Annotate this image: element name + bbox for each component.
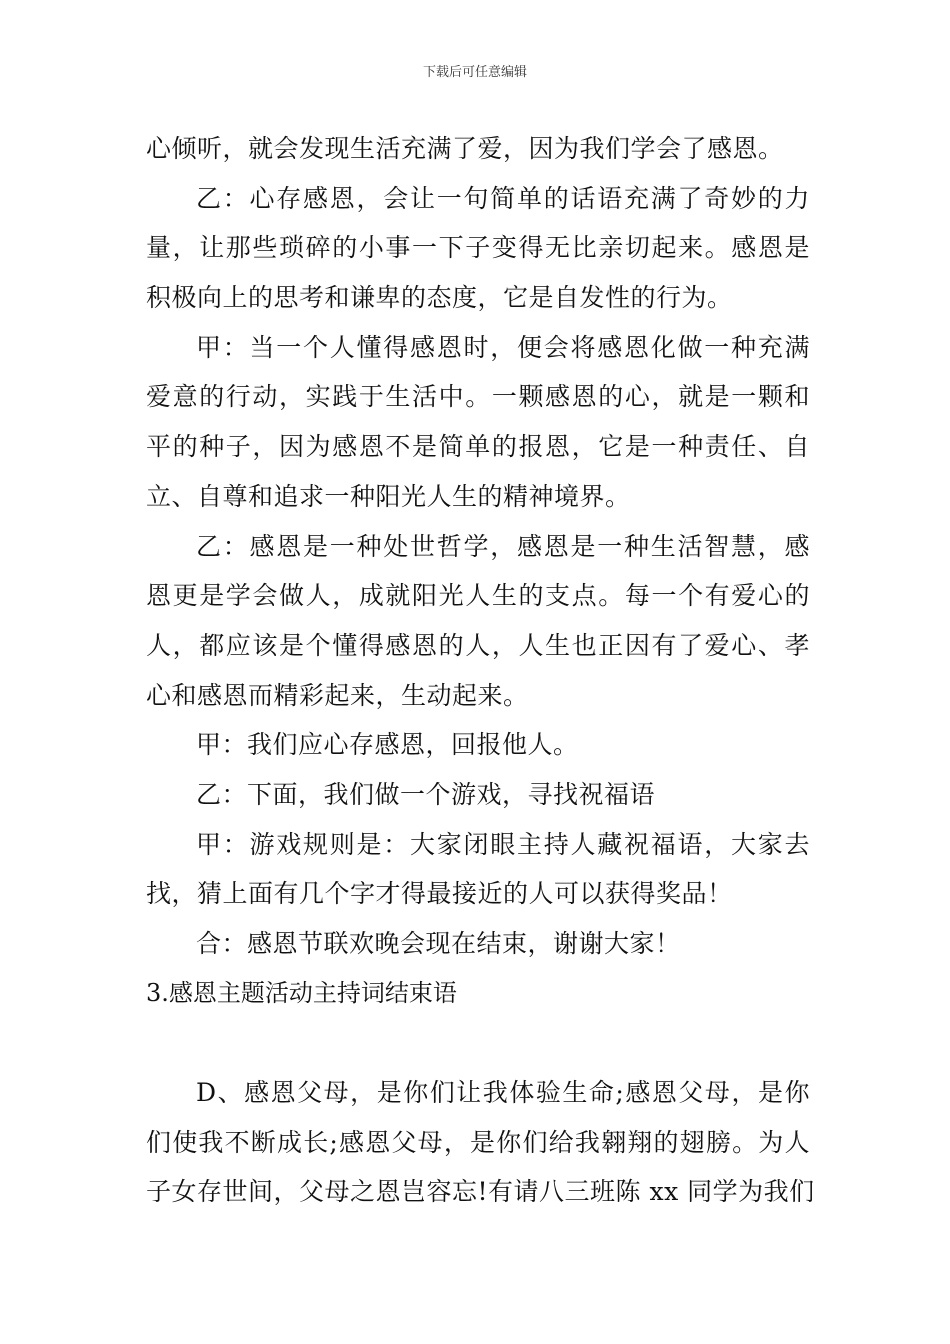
paragraph-line: 立、自尊和追求一种阳光人生的精神境界。	[146, 481, 631, 511]
paragraph-line: 甲：当一个人懂得感恩时，便会将感恩化做一种充满	[196, 332, 810, 362]
paragraph-line: 人，都应该是个懂得感恩的人，人生也正因有了爱心、孝	[146, 630, 810, 660]
paragraph-line: 乙：心存感恩，会让一句简单的话语充满了奇妙的力	[196, 183, 810, 213]
paragraph-line: 合：感恩节联欢晚会现在结束，谢谢大家！	[196, 929, 681, 958]
paragraph-line: 乙：感恩是一种处世哲学，感恩是一种生活智慧，感	[196, 531, 810, 561]
paragraph-line: 心倾听，就会发现生活充满了爱，因为我们学会了感恩。	[146, 134, 784, 163]
paragraph-line: 心和感恩而精彩起来，生动起来。	[146, 680, 529, 710]
paragraph-line: 甲：游戏规则是：大家闭眼主持人藏祝福语，大家去	[196, 829, 810, 859]
section-heading: 3.感恩主题活动主持词结束语	[146, 978, 457, 1007]
paragraph-line: 平的种子，因为感恩不是简单的报恩，它是一种责任、自	[146, 432, 810, 462]
paragraph-line: 爱意的行动，实践于生活中。一颗感恩的心，就是一颗和	[146, 382, 810, 412]
paragraph-line: 找，猜上面有几个字才得最接近的人可以获得奖品！	[146, 879, 733, 909]
paragraph-line: 们使我不断成长;感恩父母，是你们给我翱翔的翅膀。为人	[146, 1127, 810, 1157]
paragraph-line: 甲：我们应心存感恩，回报他人。	[196, 730, 579, 760]
paragraph-line: 积极向上的思考和谦卑的态度，它是自发性的行为。	[146, 283, 733, 313]
paragraph-line: 量，让那些琐碎的小事一下子变得无比亲切起来。感恩是	[146, 233, 810, 263]
paragraph-line: 恩更是学会做人，成就阳光人生的支点。每一个有爱心的	[146, 581, 810, 611]
paragraph-line: 子女存世间，父母之恩岂容忘!有请八三班陈 xx 同学为我们	[146, 1177, 815, 1207]
page-header: 下载后可任意编辑	[422, 65, 527, 80]
paragraph-line: 乙：下面，我们做一个游戏，寻找祝福语	[196, 779, 656, 809]
blank-spacer	[146, 1018, 810, 1068]
document-body	[146, 124, 815, 1217]
paragraph-line: D、感恩父母，是你们让我体验生命;感恩父母，是你	[196, 1078, 810, 1108]
